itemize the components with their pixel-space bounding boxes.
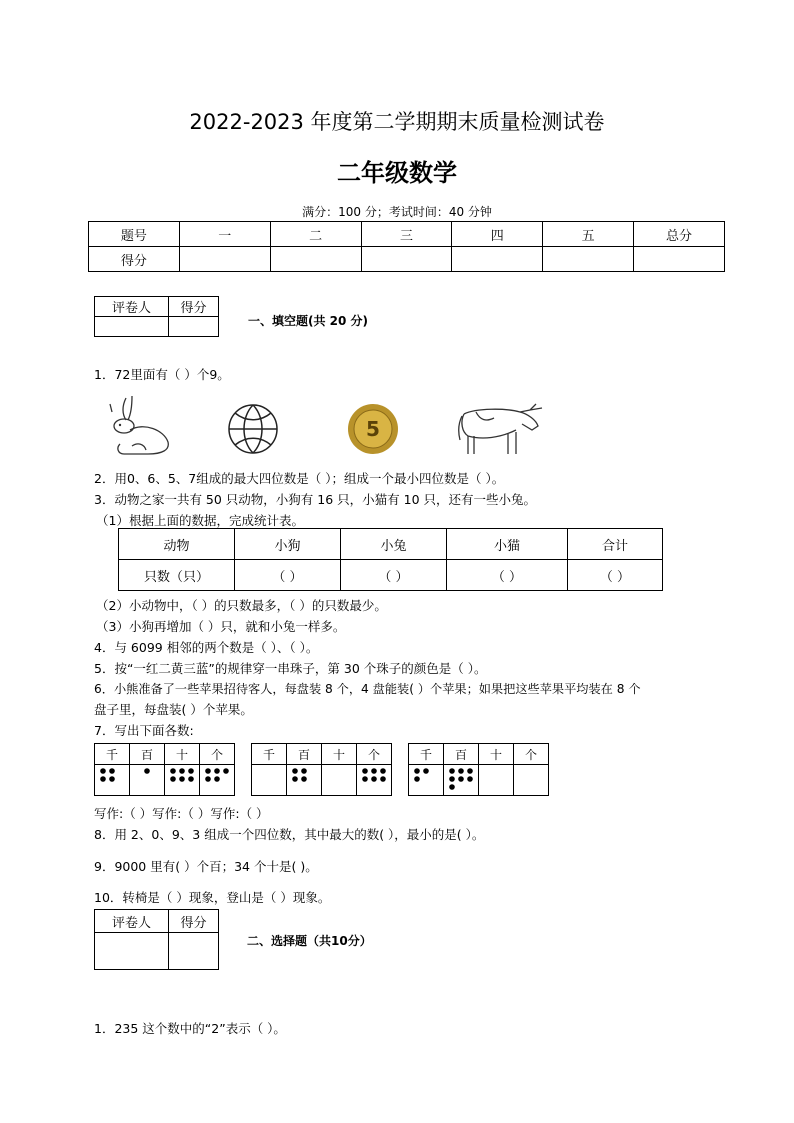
grader-cell[interactable] (95, 317, 169, 337)
abacus-header: 千 (409, 744, 444, 765)
score-header-3: 三 (361, 222, 452, 247)
abacus-3 (408, 743, 549, 796)
bead-group (254, 766, 284, 792)
bead (223, 768, 229, 774)
ox-icon (456, 400, 548, 458)
abacus-header: 个 (514, 744, 549, 765)
abacus-dots (357, 765, 392, 796)
question-6-line1: 6．小熊准备了一些苹果招待客人，每盘装 8 个，4 盘能装( ）个苹果；如果把这些苹果平均装在 8 个 (94, 682, 641, 696)
stat-row-label: 只数（只） (119, 560, 235, 591)
bead (301, 776, 307, 782)
exam-subtitle: 二年级数学 (337, 159, 457, 187)
bead (380, 776, 386, 782)
grader-cell[interactable] (169, 317, 219, 337)
question-3-sub3: （3）小狗再增加（ ）只，就和小兔一样多。 (96, 619, 346, 634)
abacus-dots (409, 765, 444, 796)
stat-table (118, 528, 663, 591)
question-4: 4．与 6099 相邻的两个数是（ ）、（ ）。 (94, 640, 319, 655)
bead (449, 768, 455, 774)
abacus-dots (200, 765, 235, 796)
abacus-dots (322, 765, 357, 796)
bead-group (132, 766, 162, 792)
coin-icon (346, 402, 400, 456)
stat-blank[interactable]: （ ） (341, 560, 447, 591)
question-8: 8．用 2、0、9、3 组成一个四位数，其中最大的数( ），最小的是( ）。 (94, 827, 485, 842)
bead (380, 768, 386, 774)
bead (414, 776, 420, 782)
bead-group (516, 766, 546, 792)
bead (179, 776, 185, 782)
abacus-dots (130, 765, 165, 796)
question-5: 5．按“一红二黄三蓝”的规律穿一串珠子，第 30 个珠子的颜色是（ ）。 (94, 661, 487, 676)
bead (179, 768, 185, 774)
score-cell[interactable] (361, 247, 452, 272)
score-header-5: 五 (543, 222, 634, 247)
bead (371, 776, 377, 782)
abacus-dots (514, 765, 549, 796)
abacus-header: 百 (444, 744, 479, 765)
bead-group (289, 766, 319, 792)
bead-group (359, 766, 389, 792)
bead (214, 776, 220, 782)
stat-header-total: 合计 (568, 529, 663, 560)
bead (449, 776, 455, 782)
bead (458, 768, 464, 774)
question-2: 2．用0、6、5、7组成的最大四位数是（ ）；组成一个最小四位数是（ ）。 (94, 471, 505, 486)
abacus-header: 百 (287, 744, 322, 765)
bead (100, 768, 106, 774)
bead-group (202, 766, 232, 792)
score-row-label: 得分 (89, 247, 180, 272)
bead (467, 768, 473, 774)
bead (188, 776, 194, 782)
bead (458, 776, 464, 782)
bead-group (167, 766, 197, 792)
bead (170, 776, 176, 782)
abacus-header: 个 (200, 744, 235, 765)
bead (205, 776, 211, 782)
exam-info: 满分：100 分；考试时间：40 分钟 (302, 205, 492, 219)
abacus-dots (479, 765, 514, 796)
abacus-dots (252, 765, 287, 796)
abacus-dots (95, 765, 130, 796)
score-cell[interactable] (543, 247, 634, 272)
bead (414, 768, 420, 774)
bead (301, 768, 307, 774)
stat-header-rabbit: 小兔 (341, 529, 447, 560)
score-cell[interactable] (270, 247, 361, 272)
basketball-icon (226, 402, 280, 456)
bead (467, 776, 473, 782)
stat-header-cat: 小猫 (447, 529, 568, 560)
question-6-line2: 盘子里，每盘装( ）个苹果。 (94, 702, 253, 717)
score-cell[interactable] (179, 247, 270, 272)
grader-reviewer-label: 评卷人 (95, 297, 169, 317)
rabbit-icon (104, 392, 174, 458)
abacus-header: 十 (165, 744, 200, 765)
abacus-1 (94, 743, 235, 796)
question-3-sub1: （1）根据上面的数据，完成统计表。 (96, 513, 304, 528)
bead (170, 768, 176, 774)
write-line: 写作:（ ）写作:（ ）写作:（ ） (94, 806, 269, 821)
bead (188, 768, 194, 774)
bead-group (411, 766, 441, 792)
score-header-6: 总分 (634, 222, 725, 247)
coin-value: 5 (366, 417, 380, 441)
abacus-header: 千 (95, 744, 130, 765)
grader-score-label: 得分 (169, 297, 219, 317)
grader-box-1 (94, 296, 219, 337)
abacus-header: 个 (357, 744, 392, 765)
score-header-1: 一 (179, 222, 270, 247)
bead (205, 768, 211, 774)
grader-score-label: 得分 (169, 910, 219, 933)
question-10: 10．转椅是（ ）现象，登山是（ ）现象。 (94, 890, 331, 905)
bead (371, 768, 377, 774)
abacus-header: 十 (322, 744, 357, 765)
bead-group (446, 766, 476, 792)
grader-reviewer-label: 评卷人 (95, 910, 169, 933)
stat-header-animal: 动物 (119, 529, 235, 560)
grader-cell[interactable] (95, 933, 169, 970)
bead (214, 768, 220, 774)
score-header-4: 四 (452, 222, 543, 247)
stat-blank[interactable]: （ ） (235, 560, 341, 591)
bead (144, 768, 150, 774)
bead-group (97, 766, 127, 792)
bead-group (324, 766, 354, 792)
question-7: 7．写出下面各数: (94, 723, 194, 738)
score-header-2: 二 (270, 222, 361, 247)
abacus-2 (251, 743, 392, 796)
bead-group (481, 766, 511, 792)
score-header-0: 题号 (89, 222, 180, 247)
score-table (88, 221, 725, 272)
exam-title: 2022-2023 年度第二学期期末质量检测试卷 (189, 110, 605, 134)
question-9: 9．9000 里有( ）个百；34 个十是( )。 (94, 859, 318, 874)
abacus-header: 十 (479, 744, 514, 765)
abacus-header: 千 (252, 744, 287, 765)
stat-header-dog: 小狗 (235, 529, 341, 560)
abacus-dots (287, 765, 322, 796)
bead (449, 784, 455, 790)
question-1: 1．72里面有（ ）个9。 (94, 367, 230, 382)
abacus-header: 百 (130, 744, 165, 765)
stat-blank[interactable]: （ ） (447, 560, 568, 591)
grader-cell[interactable] (169, 933, 219, 970)
score-cell[interactable] (452, 247, 543, 272)
question-3-sub2: （2）小动物中，（ ）的只数最多，（ ）的只数最少。 (96, 598, 387, 613)
bead (109, 768, 115, 774)
bead (109, 776, 115, 782)
section1-title: 一、填空题(共 20 分) (248, 314, 369, 328)
bead (423, 768, 429, 774)
bead (362, 776, 368, 782)
abacus-dots (165, 765, 200, 796)
stat-blank[interactable]: （ ） (568, 560, 663, 591)
bead (292, 776, 298, 782)
bead (100, 776, 106, 782)
bead (362, 768, 368, 774)
section2-title: 二、选择题（共10分） (247, 934, 372, 948)
grader-box-2 (94, 909, 219, 970)
score-cell[interactable] (634, 247, 725, 272)
abacus-dots (444, 765, 479, 796)
bead (292, 768, 298, 774)
question-3: 3．动物之家一共有 50 只动物，小狗有 16 只，小猫有 10 只，还有一些小兔。 (94, 492, 537, 507)
section2-question-1: 1．235 这个数中的“2”表示（ ）。 (94, 1021, 286, 1036)
